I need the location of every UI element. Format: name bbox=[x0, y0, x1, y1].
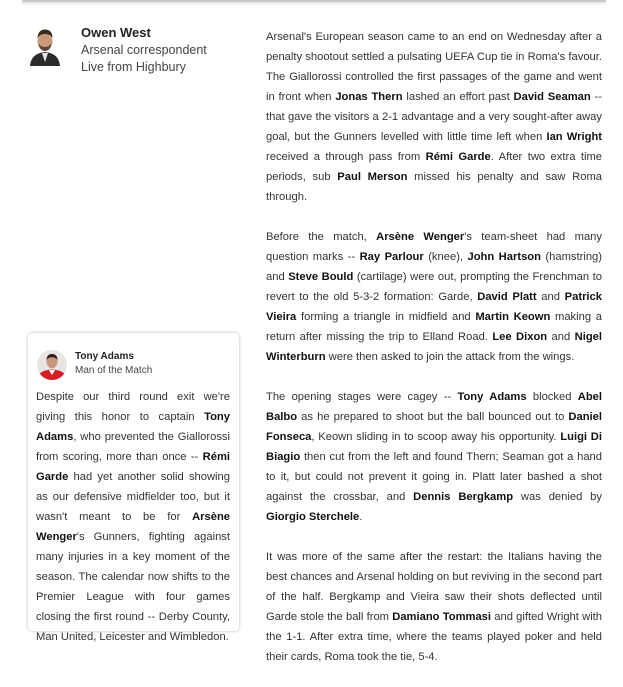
player-mention: Jonas Thern bbox=[335, 91, 403, 103]
player-mention: David Seaman bbox=[513, 91, 591, 103]
text-run: , who prevented the Giallorossi from scoring, more than once -- bbox=[36, 431, 230, 463]
player-mention: Rémi Garde bbox=[36, 451, 230, 483]
motm-description bbox=[36, 387, 230, 647]
player-name: Tony Adams bbox=[75, 351, 134, 362]
player-mention: Giorgio Sterchele bbox=[266, 511, 360, 523]
player-mention: David Platt bbox=[477, 291, 537, 303]
player-mention: Arsène Wenger bbox=[36, 511, 230, 543]
player-mention: Patrick Vieira bbox=[266, 291, 602, 323]
text-run: Despite our third round exit we're giving this honor to captain bbox=[36, 391, 230, 423]
article-paragraph bbox=[266, 547, 602, 667]
text-run: 's team-sheet had many question marks -- bbox=[266, 231, 602, 263]
player-mention: Rémi Garde bbox=[425, 151, 491, 163]
player-mention: Steve Bould bbox=[288, 271, 354, 283]
text-run: , Keown sliding in to scoop away his opportunity. bbox=[311, 431, 561, 443]
author-byline bbox=[28, 24, 248, 84]
text-run: (knee), bbox=[423, 251, 468, 263]
article-paragraph bbox=[266, 227, 602, 367]
text-run: was denied by bbox=[513, 491, 602, 503]
player-mention: Abel Balbo bbox=[266, 391, 602, 423]
text-run: Before the match, bbox=[266, 231, 377, 243]
player-mention: John Hartson bbox=[467, 251, 541, 263]
text-run: blocked bbox=[526, 391, 578, 403]
player-mention: Paul Merson bbox=[337, 171, 408, 183]
text-run: . After two extra time periods, sub bbox=[266, 151, 602, 183]
article-paragraph bbox=[266, 387, 602, 527]
article-body bbox=[266, 27, 602, 687]
text-run: had yet another solid showing as our defensive midfielder too, but it wasn't meant to be for bbox=[36, 471, 230, 523]
player-mention: Tony Adams bbox=[36, 411, 230, 443]
text-run: (hamstring) and bbox=[266, 251, 602, 283]
text-run: making a return after missing the trip to Elland Road. bbox=[266, 311, 602, 343]
text-run: and bbox=[547, 331, 575, 343]
text-run: were then asked to join the attack from the wings. bbox=[325, 351, 575, 363]
author-location: Live from Highbury bbox=[81, 60, 186, 74]
text-run: 's Gunners, fighting against many injuries in a key moment of the season. The calendar now shifts to the Premier League with four games closing the first round -- Derby County, Man United, Leicester and Wimbledon. bbox=[36, 531, 230, 643]
text-run: The opening stages were cagey -- bbox=[266, 391, 458, 403]
man-of-the-match-card bbox=[28, 333, 239, 643]
author-name: Owen West bbox=[81, 25, 151, 40]
text-run: forming a triangle in midfield and bbox=[296, 311, 476, 323]
text-run: and gifted Wright with the 1-1. After extra time, where the teams played poker and held their cards, Roma took the tie, 5-4. bbox=[266, 611, 603, 663]
player-mention: Martin Keown bbox=[475, 311, 551, 323]
author-role: Arsenal correspondent bbox=[81, 42, 207, 57]
player-mention: Luigi Di Biagio bbox=[266, 431, 602, 463]
text-run: as he prepared to shoot but the ball bounced out to bbox=[297, 411, 569, 423]
text-run: received a through pass from bbox=[266, 151, 426, 163]
text-run: lashed an effort past bbox=[402, 91, 514, 103]
player-mention: Tony Adams bbox=[457, 391, 527, 403]
player-mention: Daniel Fonseca bbox=[266, 411, 602, 443]
player-mention: Dennis Bergkamp bbox=[413, 491, 514, 503]
text-run: . bbox=[359, 511, 363, 523]
article-paragraph bbox=[266, 27, 602, 207]
player-mention: Nigel Winterburn bbox=[266, 331, 602, 363]
player-mention: Lee Dixon bbox=[492, 331, 548, 343]
text-run: missed his penalty and saw Roma through. bbox=[266, 171, 602, 203]
player-mention: Ian Wright bbox=[546, 131, 603, 143]
top-divider bbox=[22, 0, 606, 6]
player-mention: Ray Parlour bbox=[359, 251, 424, 263]
player-mention: Arsène Wenger bbox=[376, 231, 465, 243]
text-run: -- that gave the visitors a 2-1 advantage and a very sought-after away goal, but the Gunners levelled with little time left when bbox=[266, 91, 602, 143]
player-avatar bbox=[37, 350, 67, 380]
text-run: and bbox=[536, 291, 565, 303]
text-run: then cut from the left and found Thern; Seaman got a hand to it, but could not prevent it going in. Platt later bashed a shot against the crossbar, and bbox=[266, 451, 602, 503]
player-mention: Damiano Tommasi bbox=[392, 611, 492, 623]
text-run: (cartilage) were out, prompting the Frenchman to revert to the old 5-3-2 formation: Garde, bbox=[266, 271, 602, 303]
award-title: Man of the Match bbox=[75, 365, 153, 376]
author-avatar bbox=[28, 26, 62, 66]
text-run: It was more of the same after the restart: the Italians having the best chances and Arsenal holding on but reviving in the second part of the half. Bergkamp and Vieira saw their shots deflected until Garde stole the ball from bbox=[266, 551, 602, 623]
text-run: Arsenal's European season came to an end on Wednesday after a penalty shootout settled a pulsating UEFA Cup tie in Roma's favour. The Giallorossi controlled the first passages of the game and went in front when bbox=[266, 31, 602, 103]
